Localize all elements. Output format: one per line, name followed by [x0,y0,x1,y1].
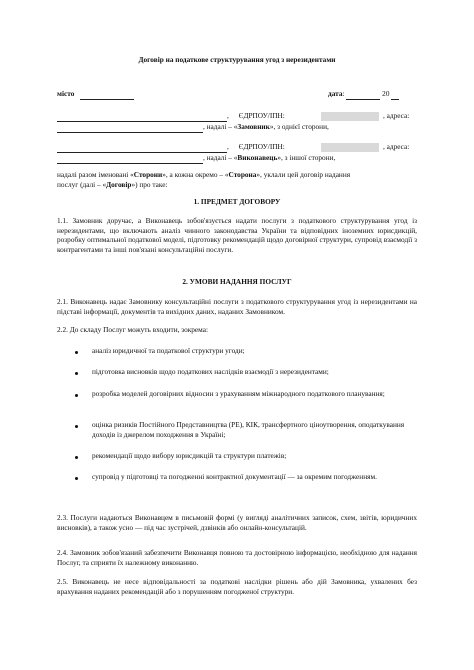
intro-text-3: », уклали цей договір надання [256,170,351,179]
bullet-icon [75,425,78,428]
party2-address-text: адреса: [386,142,410,151]
party1-edrpou-label: ЄДРПОУ/ІПН: [238,111,285,120]
party1-address-label: , адреса: [383,111,410,120]
intro-contract: Договір [106,180,132,189]
paragraph-2-5: 2.5. Виконавець не несе відповідальності за податкові наслідки рішень або дій Замовника, ухвалених без врахування наданих рекомендацій або з порушенням погодженої структури. [57,577,417,596]
party2-edrpou-field[interactable] [321,143,379,152]
bullet-icon [75,351,78,354]
section1-title: 1. ПРЕДМЕТ ДОГОВОРУ [193,197,281,206]
paragraph-2-2: 2.2. До складу Послуг можуть входити, зокрема: [57,325,208,334]
intro-line2 [57,180,168,190]
party2-line2 [57,153,335,164]
bullet-icon [75,477,78,480]
party2-role-pre: , надалі – « [203,153,238,162]
list-item: рекомендації щодо вибору юрисдикцій та структури платежів; [92,451,287,460]
list-item: оцінка ризиків Постійного Представництва (PE), КІК, трансфертного ціноутворення, оподаткування доходів із джерелом походження в Україні; [92,420,405,439]
list-item: супровід у підготовці та погодженні контрактної документації — за окремим погодженням. [92,472,377,481]
document-title: Договір на податкове структурування угод з нерезидентами [138,55,336,64]
intro-text-5: ») про таке: [131,180,168,189]
bullet-icon [75,372,78,375]
city-label [57,89,134,100]
city-field[interactable] [80,89,134,100]
party2-address-label: , адреса: [383,142,410,151]
intro-text-4: послуг (далі – « [57,180,107,189]
list-item: аналіз юридичної та податкової структури угоди; [92,346,245,355]
party2-edrpou-label: ЄДРПОУ/ІПН: [238,142,285,151]
paragraph-2-1: 2.1. Виконавець надає Замовнику консультаційні послуги з податкового структурування угод із нерезидентами на підставі інформації, документів та вихідних даних, наданих Замовником. [57,297,417,316]
party1-role-post: », з однієї сторони, [269,122,329,131]
date-label: дата [328,89,343,98]
date-year: 20 [382,89,390,98]
party2-role: Виконавець [237,153,278,162]
party2-role-post: », з іншої сторони, [277,153,336,162]
party1-address-field[interactable] [57,122,203,133]
party1-line2 [57,122,329,133]
party1-line1: , ЄДРПОУ/ІПН: [57,111,285,122]
section2-title: 2. УМОВИ НАДАННЯ ПОСЛУГ [182,277,292,286]
party2-address-field[interactable] [57,153,203,164]
intro-line1 [57,170,350,180]
party1-edrpou-field[interactable] [321,112,379,121]
city-label-text: місто [57,89,75,98]
date-year-field[interactable] [391,89,399,100]
party2-name-field[interactable] [57,142,227,153]
date-field[interactable] [346,89,380,100]
bullet-icon [75,394,78,397]
paragraph-2-4: 2.4. Замовник зобов'язаний забезпечити Виконавця повною та достовірною інформацією, необхідною для надання Послуг, та сприяти їх належному виконанню. [57,548,417,567]
list-item: підготовка висновків щодо податкових наслідків взаємодії з нерезидентами; [92,367,329,376]
party2-line1: , ЄДРПОУ/ІПН: [57,142,285,153]
intro-text-1: надалі разом іменовані « [57,170,134,179]
date-line: дата: 20 [328,89,399,100]
party1-name-field[interactable] [57,111,227,122]
party1-role-pre: , надалі – « [203,122,238,131]
intro-text-2: », а кожна окремо – « [162,170,229,179]
bullet-icon [75,456,78,459]
paragraph-1-1: 1.1. Замовник доручає, а Виконавець зобов'язується надати послуги з податкового структурування угод із нерезидентами, що включають аналіз чинного законодавства України та відповідних іноземних юрисдикцій, розробку оптимальної податкової моделі, підготовку рекомендацій щодо договірної структури, супровід взаємодії з контрагентами та інші пов'язані консультаційні послуги. [57,216,417,254]
paragraph-2-3: 2.3. Послуги надаються Виконавцем в письмовій формі (у вигляді аналітичних записок, схем, звітів, юридичних висновків), а також усно — під час зустрічей, дзвінків або онлайн-консультацій. [57,513,417,532]
intro-side: Сторона [228,170,257,179]
list-item: розробка моделей договірних відносин з урахуванням міжнародного податкового планування; [92,389,385,398]
intro-sides: Сторони [133,170,163,179]
party1-address-text: адреса: [386,111,410,120]
party1-role: Замовник [237,122,270,131]
